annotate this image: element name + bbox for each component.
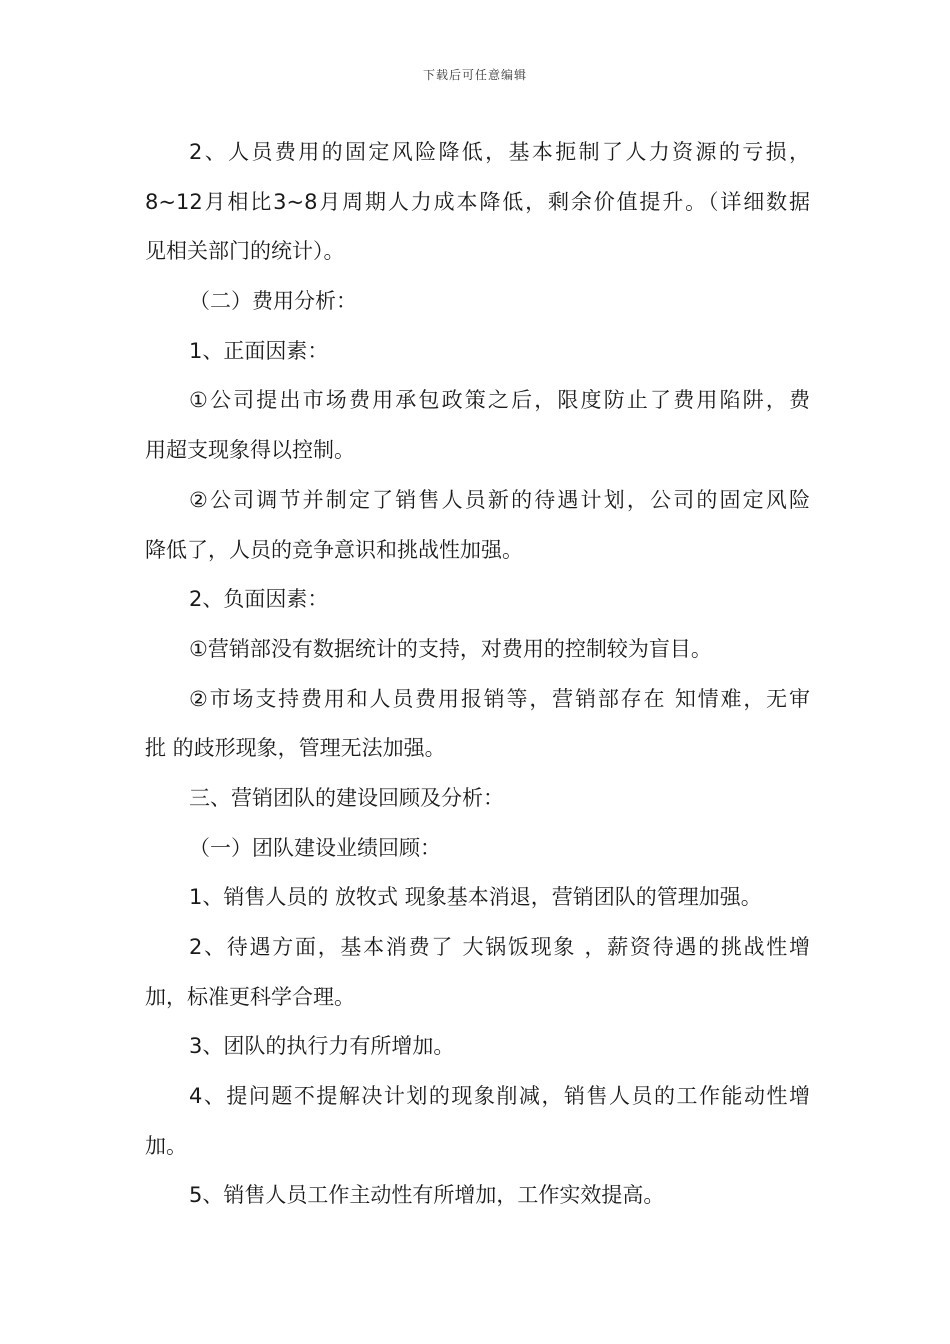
text-line: 三、营销团队的建设回顾及分析： [189,785,504,810]
text-line: 2、人员费用的固定风险降低，基本扼制了人力资源的亏损， [189,140,810,164]
text-line: ②公司调节并制定了销售人员新的待遇计划，公司的固定风险 [189,487,810,512]
text-line: 1、正面因素： [189,338,329,363]
page-header: 下载后可任意编辑 [422,68,527,82]
document-body [145,128,810,1221]
text-line: 2、负面因素： [189,587,329,612]
text-line: （一）团队建设业绩回顾： [189,835,441,860]
text-line: 2、待遇方面，基本消费了 大锅饭现象 ，薪资待遇的挑战性增 [189,935,810,959]
text-line: 加，标准更科学合理。 [145,984,355,1009]
text-line: 加。 [145,1133,187,1158]
text-line: 见相关部门的统计）。 [145,239,345,264]
text-line: 1、销售人员的 放牧式 现象基本消退，营销团队的管理加强。 [189,885,762,910]
text-line: 3、团队的执行力有所增加。 [189,1034,455,1059]
text-line: （二）费用分析： [189,289,357,314]
text-line: ①公司提出市场费用承包政策之后，限度防止了费用陷阱，费 [189,388,810,413]
text-line: ①营销部没有数据统计的支持，对费用的控制较为盲目。 [189,636,712,661]
text-line: 降低了，人员的竞争意识和挑战性加强。 [145,537,523,562]
text-line: 8~12月相比3~8月周期人力成本降低，剩余价值提升。（详细数据 [145,189,810,214]
text-line: 用超支现象得以控制。 [145,438,355,463]
text-line: ②市场支持费用和人员费用报销等，营销部存在 知情难，无审 [189,686,810,711]
text-line: 批 的歧形现象，管理无法加强。 [145,736,446,761]
text-line: 4、提问题不提解决计划的现象削减，销售人员的工作能动性增 [189,1084,810,1109]
text-line: 5、销售人员工作主动性有所增加，工作实效提高。 [189,1183,665,1208]
